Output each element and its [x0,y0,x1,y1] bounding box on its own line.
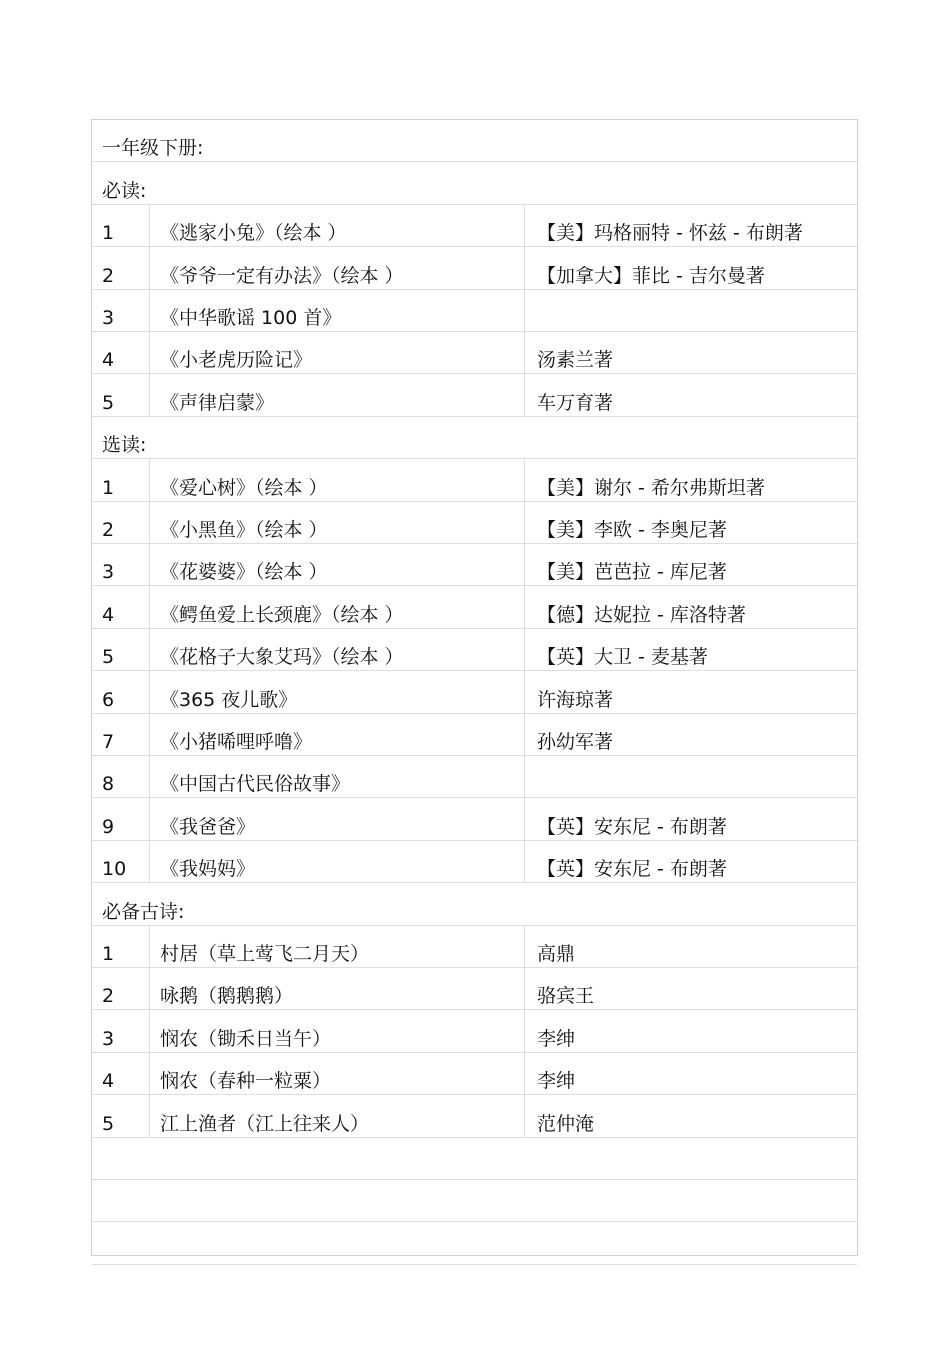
item-title: 《中国古代民俗故事》 [160,773,351,796]
section-label-cell [92,417,857,458]
item-title: 江上渔者（江上往来人） [160,1112,370,1135]
item-number-cell [92,926,149,967]
item-title-cell [149,756,524,797]
page-heading: 一年级下册: [102,137,204,160]
item-author: 汤素兰著 [537,349,614,372]
item-number: 3 [102,1027,115,1050]
item-author-cell [524,459,857,500]
item-number-cell [92,841,149,882]
item-author: 【美】芭芭拉 - 库尼著 [537,561,727,584]
page-heading-cell [92,120,857,161]
item-number-cell [92,1010,149,1051]
item-number: 1 [102,942,115,965]
item-author: 【美】玛格丽特 - 怀兹 - 布朗著 [537,222,803,245]
item-title-cell [149,332,524,373]
item-author-cell [524,756,857,797]
reading-list-table [91,119,858,1256]
table-row [92,332,857,374]
item-number: 7 [102,730,115,753]
item-author: 车万育著 [537,391,614,414]
item-number-cell [92,1095,149,1136]
item-author-cell [524,290,857,331]
section-label-cell [92,162,857,203]
table-row [92,629,857,671]
item-author: 【英】安东尼 - 布朗著 [537,858,727,881]
item-author: 李绅 [537,1027,576,1050]
item-number: 4 [102,603,115,626]
table-row [92,671,857,713]
item-title: 《花婆婆》（绘本 ） [160,561,328,584]
item-author-cell [524,544,857,585]
table-row [92,798,857,840]
item-title-cell [149,247,524,288]
table-row [92,1053,857,1095]
table-row [92,374,857,416]
item-title: 《爱心树》（绘本 ） [160,476,328,499]
empty-row [92,1222,857,1264]
table-row [92,459,857,501]
item-author: 【德】达妮拉 - 库洛特著 [537,603,746,626]
item-author-cell [524,714,857,755]
item-title: 《爷爷一定有办法》（绘本 ） [160,264,404,287]
table-row [92,290,857,332]
item-number-cell [92,247,149,288]
item-title: 《鳄鱼爱上长颈鹿》（绘本 ） [160,603,404,626]
item-title-cell [149,1053,524,1094]
item-number: 2 [102,985,115,1008]
item-number-cell [92,671,149,712]
section-label: 选读: [102,434,147,457]
item-number-cell [92,502,149,543]
item-number: 8 [102,773,115,796]
item-title-cell [149,714,524,755]
item-number: 6 [102,688,115,711]
item-number-cell [92,544,149,585]
item-author-cell [524,926,857,967]
item-number: 5 [102,646,115,669]
empty-row [92,1138,857,1180]
item-title: 《逃家小兔》（绘本 ） [160,222,347,245]
item-author: 李绅 [537,1070,576,1093]
section-label: 必读: [102,179,147,202]
item-number-cell [92,586,149,627]
item-number: 4 [102,1070,115,1093]
item-author-cell [524,205,857,246]
item-author-cell [524,841,857,882]
item-title-cell [149,205,524,246]
section-label: 必备古诗: [102,900,185,923]
table-row [92,1095,857,1137]
item-author-cell [524,1053,857,1094]
table-row [92,756,857,798]
item-title: 《声律启蒙》 [160,391,275,414]
item-title: 《小猪唏哩呼噜》 [160,730,313,753]
table-row [92,968,857,1010]
item-title: 《花格子大象艾玛》（绘本 ） [160,646,404,669]
item-author-cell [524,502,857,543]
item-title-cell [149,1095,524,1136]
item-author-cell [524,968,857,1009]
item-author: 范仲淹 [537,1112,595,1135]
empty-row [92,1180,857,1222]
item-author: 骆宾王 [537,985,595,1008]
item-number-cell [92,374,149,415]
item-author: 高鼎 [537,942,576,965]
table-row [92,502,857,544]
table-row [92,926,857,968]
item-title-cell [149,841,524,882]
item-title: 咏鹅（鹅鹅鹅） [160,985,294,1008]
item-author-cell [524,1010,857,1051]
table-row [92,714,857,756]
item-author: 【加拿大】菲比 - 吉尔曼著 [537,264,765,287]
item-number-cell [92,629,149,670]
item-title-cell [149,290,524,331]
item-title-cell [149,1010,524,1051]
item-author: 【英】大卫 - 麦基著 [537,646,708,669]
item-number: 1 [102,222,115,245]
table-row [92,586,857,628]
item-title-cell [149,671,524,712]
item-title-cell [149,968,524,1009]
item-author: 【英】安东尼 - 布朗著 [537,815,727,838]
item-number-cell [92,459,149,500]
item-author-cell [524,629,857,670]
item-number: 3 [102,561,115,584]
item-author-cell [524,247,857,288]
item-title-cell [149,374,524,415]
item-author-cell [524,374,857,415]
item-title: 悯农（春种一粒粟） [160,1070,332,1093]
item-number: 2 [102,264,115,287]
table-row [92,205,857,247]
item-author-cell [524,671,857,712]
item-number: 9 [102,815,115,838]
item-number-cell [92,332,149,373]
heading-row [92,120,857,162]
item-title: 《小黑鱼》（绘本 ） [160,518,328,541]
item-title: 《中华歌谣 100 首》 [160,306,342,329]
item-title-cell [149,586,524,627]
item-title-cell [149,629,524,670]
item-title: 村居（草上莺飞二月天） [160,942,370,965]
item-title-cell [149,544,524,585]
section-row [92,162,857,204]
table-row [92,247,857,289]
table-row [92,1010,857,1052]
item-author: 【美】李欧 - 李奥尼著 [537,518,727,541]
item-author-cell [524,586,857,627]
item-number: 10 [102,858,127,881]
section-row [92,883,857,925]
item-number: 5 [102,391,115,414]
item-author: 许海琼著 [537,688,614,711]
item-title: 《小老虎历险记》 [160,349,313,372]
item-number-cell [92,714,149,755]
table-row [92,544,857,586]
item-title: 《365 夜儿歌》 [160,688,298,711]
item-title-cell [149,926,524,967]
item-title-cell [149,798,524,839]
item-number-cell [92,756,149,797]
item-number: 1 [102,476,115,499]
table-row [92,841,857,883]
item-author: 【美】谢尔 - 希尔弗斯坦著 [537,476,765,499]
item-author-cell [524,798,857,839]
item-number: 3 [102,306,115,329]
item-author-cell [524,1095,857,1136]
item-number-cell [92,290,149,331]
item-title: 《我爸爸》 [160,815,256,838]
item-number-cell [92,798,149,839]
item-number: 4 [102,349,115,372]
item-title-cell [149,502,524,543]
section-label-cell [92,883,857,924]
item-number: 2 [102,518,115,541]
item-number-cell [92,968,149,1009]
section-row [92,417,857,459]
item-author-cell [524,332,857,373]
item-number-cell [92,1053,149,1094]
item-number: 5 [102,1112,115,1135]
item-title: 悯农（锄禾日当午） [160,1027,332,1050]
item-title: 《我妈妈》 [160,858,256,881]
item-number-cell [92,205,149,246]
item-title-cell [149,459,524,500]
item-author: 孙幼军著 [537,730,614,753]
